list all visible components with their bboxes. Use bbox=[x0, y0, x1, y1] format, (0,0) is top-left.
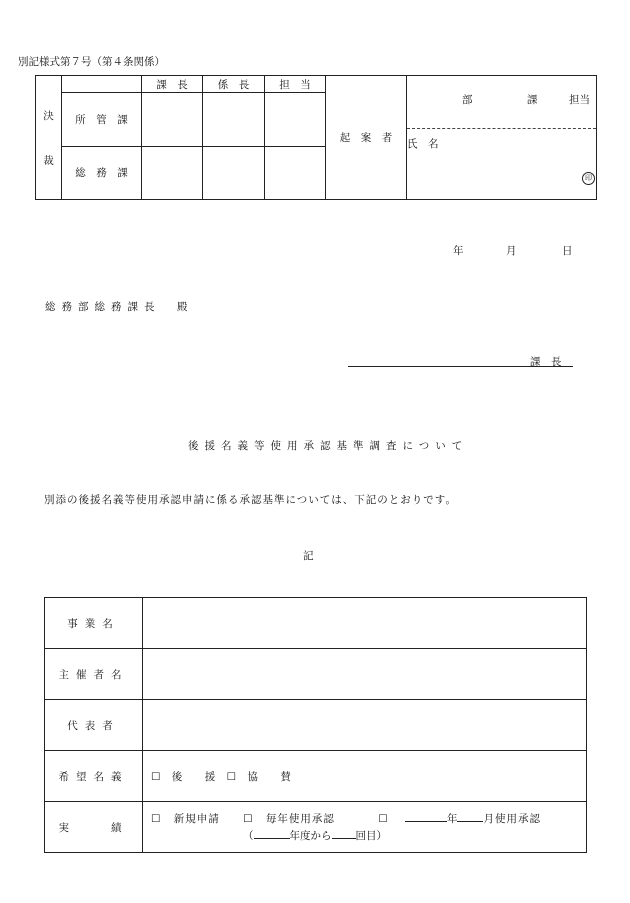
approval-table bbox=[35, 75, 597, 200]
approval-cell[interactable] bbox=[203, 146, 265, 199]
year-suffix: 年 bbox=[446, 813, 458, 825]
approval-cell[interactable] bbox=[203, 93, 265, 146]
option-tsuki: 月使用承認 bbox=[483, 813, 541, 825]
date-year: 年 bbox=[453, 245, 464, 257]
value-jisseki bbox=[143, 802, 587, 853]
since-label: 年度から bbox=[289, 830, 332, 842]
checkbox-shinki[interactable]: ☐ bbox=[151, 813, 161, 825]
row-label-shokan: 所 管 課 bbox=[62, 93, 142, 146]
checkbox-maitoshi[interactable]: ☐ bbox=[243, 813, 253, 825]
dashed-divider bbox=[407, 128, 596, 129]
value-shusai[interactable] bbox=[143, 649, 587, 700]
staff-label: 担当 bbox=[569, 94, 590, 106]
name-label: 氏 名 bbox=[407, 138, 439, 150]
kessai-label: 決 裁 bbox=[36, 76, 62, 200]
ki-label: 記 bbox=[303, 550, 314, 562]
approval-cell[interactable] bbox=[142, 93, 203, 146]
col-header-tanto: 担 当 bbox=[265, 76, 326, 93]
blank-year[interactable] bbox=[405, 810, 447, 822]
sender-title: 課 長 bbox=[530, 356, 562, 368]
value-jigyo[interactable] bbox=[143, 598, 587, 649]
checkbox-kyosan[interactable]: ☐ bbox=[226, 770, 237, 783]
approval-cell[interactable] bbox=[265, 93, 326, 146]
row-label-somu: 総 務 課 bbox=[62, 146, 142, 199]
detail-table bbox=[44, 597, 587, 853]
option-koen: 後 援 bbox=[171, 770, 222, 783]
option-shinki: 新規申請 bbox=[173, 813, 220, 825]
drafter-label: 起 案 者 bbox=[326, 76, 407, 200]
subject: 後援名義等使用承認基準調査について bbox=[188, 440, 469, 452]
label-meigi: 希望名義 bbox=[45, 751, 143, 802]
date-day: 日 bbox=[562, 245, 573, 257]
section-label: 課 bbox=[527, 94, 538, 106]
date-month: 月 bbox=[506, 245, 517, 257]
option-maitoshi: 毎年使用承認 bbox=[265, 813, 335, 825]
approval-cell[interactable] bbox=[265, 146, 326, 199]
checkbox-tsuki[interactable]: ☐ bbox=[378, 813, 388, 825]
drafter-box bbox=[407, 76, 597, 200]
value-daihyo[interactable] bbox=[143, 700, 587, 751]
col-header-kacho: 課 長 bbox=[142, 76, 203, 93]
label-jigyo: 事業名 bbox=[45, 598, 143, 649]
approval-cell[interactable] bbox=[142, 146, 203, 199]
value-meigi bbox=[143, 751, 587, 802]
label-shusai: 主催者名 bbox=[45, 649, 143, 700]
dept-label: 部 bbox=[462, 94, 473, 106]
col-header-kakaricho: 係 長 bbox=[203, 76, 265, 93]
checkbox-koen[interactable]: ☐ bbox=[151, 770, 161, 783]
body-text: 別添の後援名義等使用承認申請に係る承認基準については、下記のとおりです。 bbox=[44, 494, 457, 506]
blank-since-year[interactable] bbox=[254, 827, 290, 839]
form-number: 別記様式第７号（第４条関係） bbox=[18, 56, 165, 68]
option-kyosan: 協 賛 bbox=[247, 770, 297, 783]
blank-month[interactable] bbox=[457, 810, 483, 822]
count-label: 回目） bbox=[355, 830, 387, 842]
label-daihyo: 代表者 bbox=[45, 700, 143, 751]
label-jisseki: 実 績 bbox=[45, 802, 143, 853]
paren-open: （ bbox=[243, 830, 254, 842]
seal-mark: 印 bbox=[582, 172, 595, 185]
blank-count[interactable] bbox=[332, 827, 356, 839]
addressee: 総務部総務課長 殿 bbox=[45, 301, 194, 313]
